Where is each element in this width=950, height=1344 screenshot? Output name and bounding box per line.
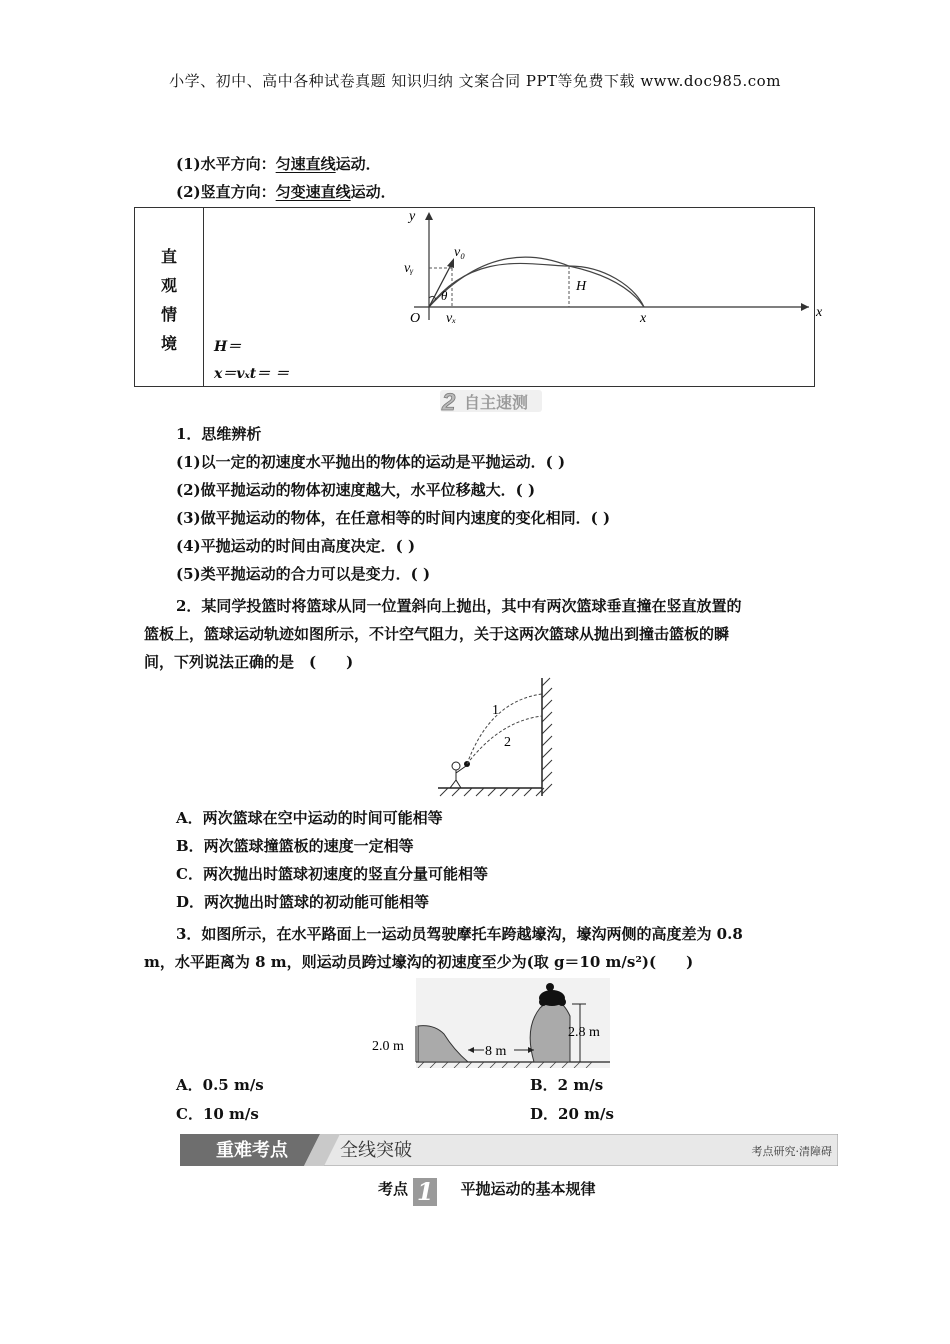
- table-content-cell: [204, 208, 823, 387]
- v0-arrowhead: [447, 258, 454, 268]
- q3-option-a[interactable]: A．0.5 m/s: [176, 1076, 264, 1094]
- q3-line: m，水平距离为 8 m，则运动员跨过壕沟的初速度至少为(取 g＝10 m/s²)( ): [144, 953, 694, 971]
- vertical-suffix: 运动．: [350, 183, 396, 201]
- q2-option-c[interactable]: C．两次抛出时篮球初速度的竖直分量可能相等: [176, 865, 488, 883]
- path-1-label: 1: [492, 703, 499, 718]
- label-char: 观: [160, 276, 177, 295]
- section-badge: [440, 388, 542, 414]
- q2-options: [176, 804, 488, 916]
- q3-option-d[interactable]: D．20 m/s: [530, 1105, 614, 1123]
- y-axis-label: y: [409, 209, 416, 224]
- badge-title: 自主速测: [464, 393, 529, 412]
- badge-number: 2: [442, 389, 456, 414]
- vx-label: vₓ: [446, 311, 457, 326]
- banner-tag: 考点研究·清障碍: [751, 1145, 832, 1158]
- section-badge-graphic: [440, 388, 542, 414]
- height-label: H: [576, 279, 587, 294]
- intuitive-scenario-table: [134, 207, 823, 387]
- banner-left-text: 重难考点: [216, 1140, 288, 1161]
- v0-label: v₀: [454, 245, 466, 260]
- topic-number: 1: [413, 1178, 437, 1206]
- q2-line: 间，下列说法正确的是 ( ): [144, 653, 354, 671]
- origin-label: O: [410, 311, 421, 326]
- horizontal-motion-line: [176, 153, 381, 174]
- horizontal-answer: 匀速直线: [275, 155, 336, 173]
- vertical-motion-line: [176, 181, 396, 202]
- page-header: 小学、初中、高中各种试卷真题 知识归纳 文案合同 PPT等免费下载 www.doc985.com: [169, 72, 781, 90]
- q3-line: 3．如图所示，在水平路面上一运动员驾驶摩托车跨越壕沟，壕沟两侧的高度差为 0.8: [176, 925, 743, 943]
- x-point-label: x: [640, 311, 647, 326]
- formula-x: x＝vₓt＝ ＝: [214, 366, 290, 382]
- section-banner: [180, 1134, 838, 1166]
- q2-option-b[interactable]: B．两次篮球撞篮板的速度一定相等: [176, 837, 414, 855]
- y-axis-arrow: [425, 212, 433, 220]
- horizontal-suffix: 运动．: [335, 155, 381, 173]
- q2-line: 2．某同学投篮时将篮球从同一位置斜向上抛出，其中有两次篮球垂直撞在竖直放置的: [176, 597, 742, 615]
- label-char: 情: [160, 305, 177, 324]
- basketball-figure: [430, 676, 560, 802]
- q1-item: (3)做平抛运动的物体，在任意相等的时间内速度的变化相同．( ): [176, 509, 611, 527]
- q2-option-a[interactable]: A．两次篮球在空中运动的时间可能相等: [176, 809, 443, 827]
- q2-stem: [144, 592, 814, 676]
- path-2-label: 2: [504, 735, 511, 750]
- topic-heading: [378, 1178, 596, 1206]
- formula-h: H＝: [214, 339, 242, 355]
- banner-right-text: 全线突破: [340, 1140, 412, 1161]
- x-axis-arrow: [801, 303, 809, 311]
- q1-block: [176, 420, 610, 588]
- left-height-label: 2.0 m: [372, 1039, 404, 1054]
- q2-line: 篮板上，篮球运动轨迹如图所示，不计空气阻力，关于这两次篮球从抛出到撞击篮板的瞬: [144, 625, 730, 643]
- q1-item: (5)类平抛运动的合力可以是变力．( ): [176, 565, 431, 583]
- vertical-label: (2)竖直方向：: [176, 183, 276, 201]
- table-side-label: [135, 208, 204, 387]
- theta-label: θ: [441, 288, 448, 303]
- q1-title: 1．思维辨析: [176, 425, 262, 443]
- right-height-label: 2.8 m: [568, 1025, 600, 1040]
- topic-title: 平抛运动的基本规律: [460, 1180, 596, 1198]
- horizontal-label: (1)水平方向：: [176, 155, 276, 173]
- x-axis-label: x: [816, 305, 823, 320]
- motorcycle-ditch-figure: [372, 978, 610, 1068]
- topic-prefix: 考点: [378, 1180, 409, 1198]
- projectile-diagram: [394, 208, 834, 338]
- q1-item: (1)以一定的初速度水平抛出的物体的运动是平抛运动．( ): [176, 453, 566, 471]
- q3-option-c[interactable]: C．10 m/s: [176, 1105, 259, 1123]
- label-char: 直: [160, 247, 177, 266]
- trajectory-arc: [429, 263, 644, 307]
- distance-label: 8 m: [485, 1044, 507, 1059]
- q3-stem: [144, 920, 814, 976]
- q1-item: (2)做平抛运动的物体初速度越大，水平位移越大．( ): [176, 481, 536, 499]
- vy-label: vᵧ: [404, 261, 414, 276]
- label-char: 境: [160, 334, 177, 353]
- q1-item: (4)平抛运动的时间由高度决定．( ): [176, 537, 416, 555]
- vertical-answer: 匀变速直线: [275, 183, 351, 201]
- q2-option-d[interactable]: D．两次抛出时篮球的初动能可能相等: [176, 893, 430, 911]
- q3-option-b[interactable]: B．2 m/s: [530, 1076, 604, 1094]
